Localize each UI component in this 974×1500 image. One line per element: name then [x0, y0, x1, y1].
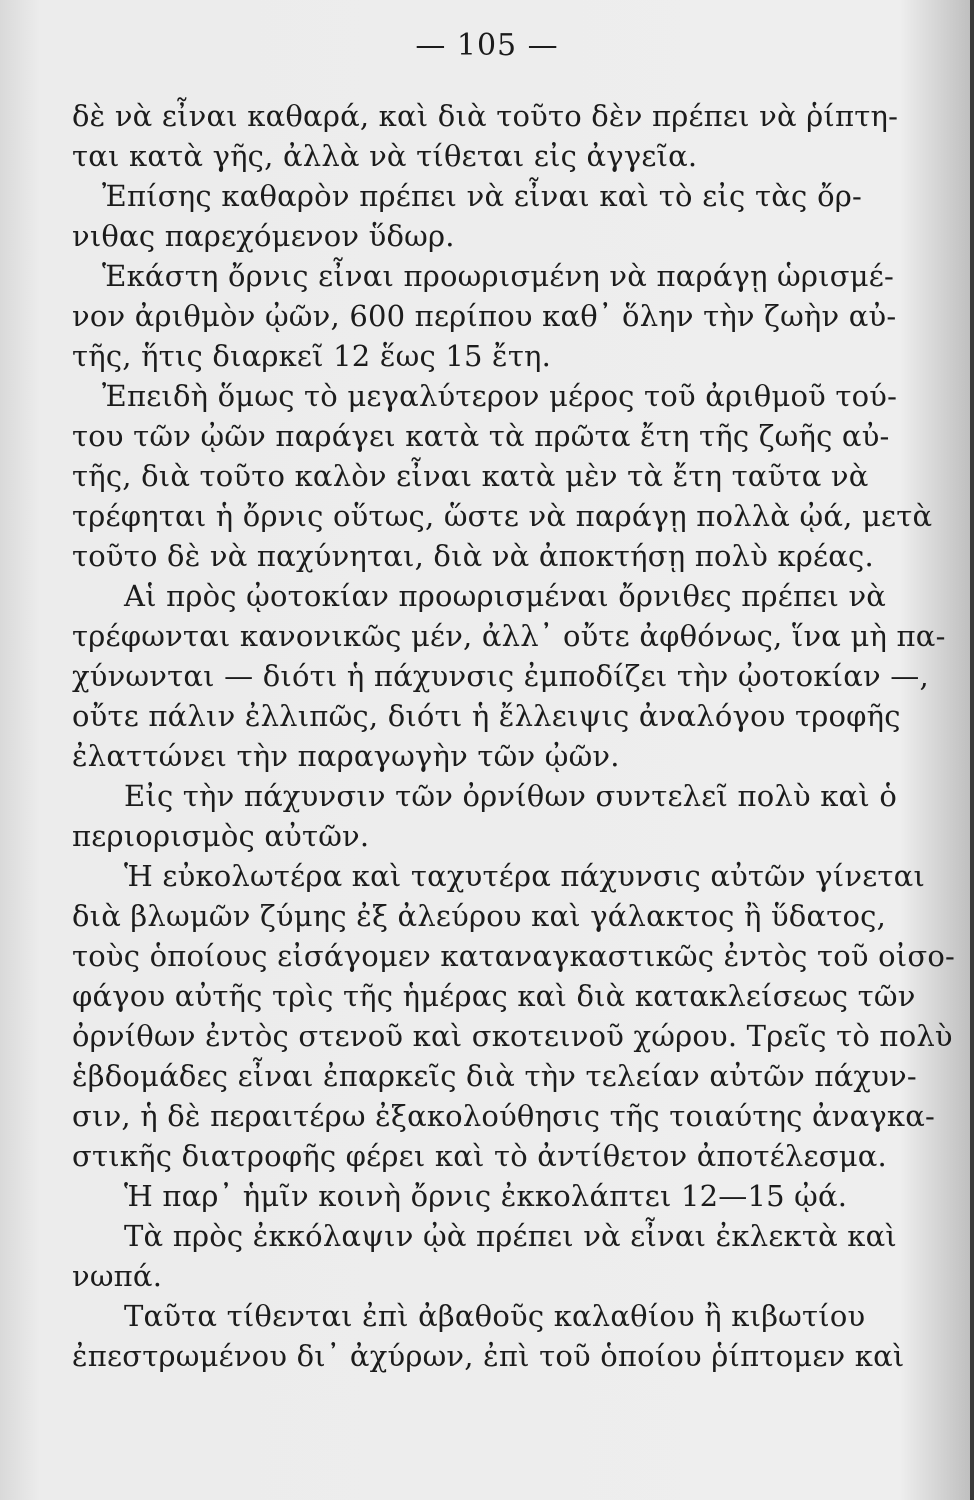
- page-edge-shadow: [970, 0, 974, 1500]
- text-line: Ἑκάστη ὄρνις εἶναι προωρισμένη νὰ παράγῃ ὡρισμέ-: [102, 259, 894, 293]
- text-line: νωπά.: [72, 1259, 163, 1293]
- text-line: Ἐπίσης καθαρὸν πρέπει νὰ εἶναι καὶ τὸ εἰς τὰς ὄρ-: [102, 179, 862, 213]
- text-line: Ἐπειδὴ ὅμως τὸ μεγαλύτερον μέρος τοῦ ἀριθμοῦ τού-: [102, 379, 898, 413]
- text-line: Αἱ πρὸς ᾠοτοκίαν προωρισμέναι ὄρνιθες πρέπει νὰ: [124, 579, 887, 613]
- text-line: φάγου αὐτῆς τρὶς τῆς ἡμέρας καὶ διὰ κατακλείσεως τῶν: [72, 979, 916, 1013]
- text-line: τρέφωνται κανονικῶς μέν, ἀλλ᾽ οὔτε ἀφθόνως, ἵνα μὴ πα-: [72, 619, 946, 653]
- text-line: τοῦτο δὲ νὰ παχύνηται, διὰ νὰ ἀποκτήσῃ πολὺ κρέας.: [72, 539, 874, 573]
- text-line: οὔτε πάλιν ἐλλιπῶς, διότι ἡ ἔλλειψις ἀναλόγου τροφῆς: [72, 699, 901, 733]
- text-line: διὰ βλωμῶν ζύμης ἐξ ἀλεύρου καὶ γάλακτος ἢ ὕδατος,: [72, 899, 887, 933]
- page-number: — 105 —: [415, 28, 559, 63]
- text-line: τῆς, διὰ τοῦτο καλὸν εἶναι κατὰ μὲν τὰ ἔτη ταῦτα νὰ: [72, 459, 869, 493]
- text-line: νον ἀριθμὸν ᾠῶν, 600 περίπου καθ᾽ ὅλην τὴν ζωὴν αὐ-: [72, 299, 897, 333]
- text-line: ἐπεστρωμένου δι᾽ ἀχύρων, ἐπὶ τοῦ ὁποίου ῥίπτομεν καὶ: [72, 1339, 905, 1373]
- text-line: τῆς, ἥτις διαρκεῖ 12 ἕως 15 ἔτη.: [72, 339, 552, 373]
- text-line: Ἡ παρ᾽ ἡμῖν κοινὴ ὄρνις ἐκκολάπτει 12—15 ᾠά.: [124, 1179, 848, 1213]
- text-line: ται κατὰ γῆς, ἀλλὰ νὰ τίθεται εἰς ἀγγεῖα.: [72, 139, 698, 173]
- text-line: τρέφηται ἡ ὄρνις οὕτως, ὥστε νὰ παράγῃ πολλὰ ᾠά, μετὰ: [72, 499, 933, 533]
- text-line: σιν, ἡ δὲ περαιτέρω ἐξακολούθησις τῆς τοιαύτης ἀναγκα-: [72, 1099, 936, 1133]
- text-line: ἑβδομάδες εἶναι ἐπαρκεῖς διὰ τὴν τελείαν αὐτῶν πάχυν-: [72, 1059, 917, 1093]
- text-line: περιορισμὸς αὐτῶν.: [72, 819, 370, 853]
- text-line: Ταῦτα τίθενται ἐπὶ ἀβαθοῦς καλαθίου ἢ κιβωτίου: [124, 1299, 866, 1333]
- text-line: Εἰς τὴν πάχυνσιν τῶν ὀρνίθων συντελεῖ πολὺ καὶ ὁ: [124, 779, 897, 813]
- text-line: Τὰ πρὸς ἐκκόλαψιν ᾠὰ πρέπει νὰ εἶναι ἐκλεκτὰ καὶ: [124, 1219, 897, 1253]
- text-line: ὀρνίθων ἐντὸς στενοῦ καὶ σκοτεινοῦ χώρου. Τρεῖς τὸ πολὺ: [72, 1019, 953, 1053]
- text-line: νιθας παρεχόμενον ὕδωρ.: [72, 219, 455, 253]
- text-line: ἐλαττώνει τὴν παραγωγὴν τῶν ᾠῶν.: [72, 739, 620, 773]
- text-line: χύνωνται — διότι ἡ πάχυνσις ἐμποδίζει τὴν ᾠοτοκίαν —,: [72, 659, 929, 693]
- page-text: [72, 96, 955, 1376]
- text-line: στικῆς διατροφῆς φέρει καὶ τὸ ἀντίθετον ἀποτέλεσμα.: [72, 1139, 887, 1173]
- text-line: δὲ νὰ εἶναι καθαρά, καὶ διὰ τοῦτο δὲν πρέπει νὰ ῥίπτη-: [72, 99, 899, 133]
- text-line: τοὺς ὁποίους εἰσάγομεν καταναγκαστικῶς ἐντὸς τοῦ οἰσο-: [72, 939, 955, 973]
- text-line: Ἡ εὐκολωτέρα καὶ ταχυτέρα πάχυνσις αὐτῶν γίνεται: [124, 859, 926, 893]
- text-line: του τῶν ᾠῶν παράγει κατὰ τὰ πρῶτα ἔτη τῆς ζωῆς αὐ-: [72, 419, 890, 453]
